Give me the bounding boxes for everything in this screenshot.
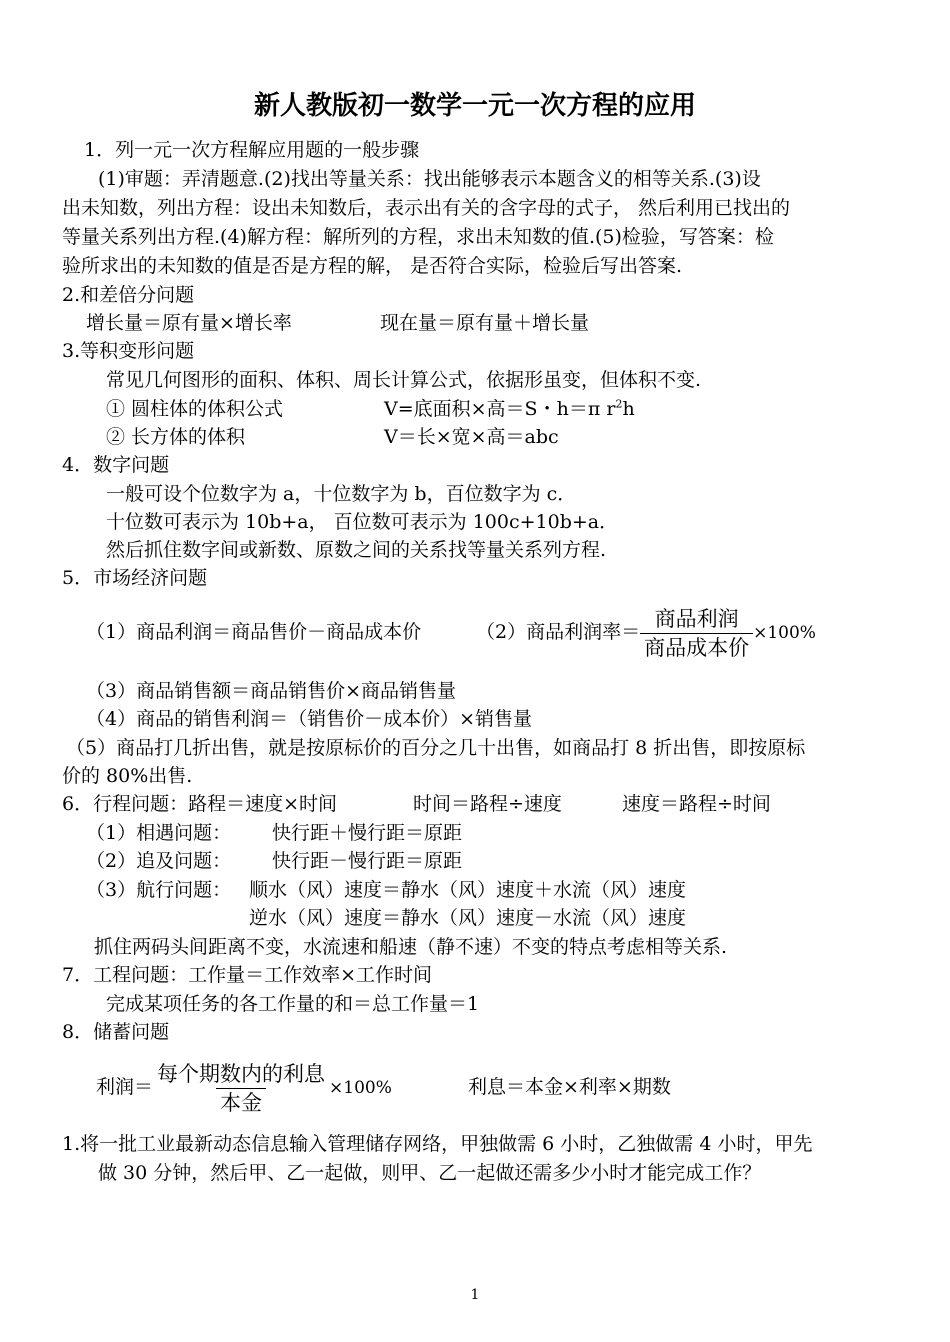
upstream-formula: 逆水（风）速度＝静水（风）速度－水流（风）速度 (249, 907, 687, 929)
cuboid-volume-formula: V＝长×宽×高＝abc (384, 426, 559, 448)
section-6-heading: 6．行程问题：路程＝速度×时间 (62, 793, 338, 815)
interest-formula: 利息＝本金×利率×期数 (468, 1076, 671, 1098)
digit-line: 十位数可表示为 10b+a， 百位数可表示为 100c+10b+a． (106, 511, 619, 533)
page-number: 1 (470, 1287, 480, 1303)
section-4-heading: 4．数字问题 (62, 454, 170, 476)
section-5-heading: 5．市场经济问题 (62, 567, 208, 589)
current-formula: 现在量＝原有量＋增长量 (380, 312, 590, 334)
section-2-heading: 2.和差倍分问题 (62, 284, 195, 306)
interest-rate-fraction: $\frac{\text{每个期数内的利息}}{\text{本金}}$ (157, 1061, 326, 1115)
meeting-label: （1）相遇问题： (86, 822, 232, 844)
cylinder-volume-label: ① 圆柱体的体积公式 (106, 398, 284, 420)
cylinder-volume-formula: V=底面积×高＝S・h＝π $r^2h$ (384, 397, 635, 420)
interest-rate-formula: 利润＝ $\frac{\text{每个期数内的利息}}{\text{本金}}$ ×100% (96, 1061, 392, 1115)
chase-formula: 快行距－慢行距＝原距 (272, 850, 463, 872)
section-1-heading: 1．列一元一次方程解应用题的一般步骤 (84, 139, 420, 161)
section-7-heading: 7．工程问题：工作量＝工作效率×工作时间 (62, 964, 433, 986)
downstream-formula: 顺水（风）速度＝静水（风）速度＋水流（风）速度 (249, 879, 687, 901)
section-8-heading: 8．储蓄问题 (62, 1021, 170, 1043)
travel-note: 抓住两码头间距离不变，水流速和船速（静不速）不变的特点考虑相等关系. (94, 936, 728, 958)
sales-amount-formula: （3）商品销售额＝商品销售价×商品销售量 (86, 680, 457, 702)
profit-rate-fraction: $\frac{\text{商品利润}}{\text{商品成本价}}$ (640, 605, 753, 662)
speed-formula: 速度＝路程÷时间 (622, 793, 771, 815)
cuboid-volume-label: ② 长方体的体积 (106, 426, 246, 448)
work-total-line: 完成某项任务的各工作量的和＝总工作量＝1 (106, 993, 480, 1015)
page-title: 新人教版初一数学一元一次方程的应用 (253, 91, 696, 121)
section-1-para-line: 验所求出的未知数的值是否是方程的解， 是否符合实际，检验后写出答案. (62, 255, 683, 277)
time-formula: 时间＝路程÷速度 (413, 793, 562, 815)
problem-1-line: 做 30 分钟，然后甲、乙一起做，则甲、乙一起做还需多少小时才能完成工作？ (98, 1162, 762, 1184)
digit-line: 一般可设个位数字为 a，十位数字为 b，百位数字为 c． (106, 483, 577, 505)
discount-line: （5）商品打几折出售，就是按原标价的百分之几十出售，如商品打 8 折出售，即按原标 (66, 737, 806, 759)
section-1-para-line: 等量关系列出方程.(4)解方程：解所列的方程，求出未知数的值.(5)检验，写答案：检 (62, 226, 774, 248)
section-3-description: 常见几何图形的面积、体积、周长计算公式，依据形虽变，但体积不变. (106, 369, 702, 391)
profit-formula: （1）商品利润＝商品售价－商品成本价 (86, 621, 422, 643)
sales-profit-formula: （4）商品的销售利润＝（销售价－成本价）×销售量 (86, 708, 533, 730)
section-3-heading: 3.等积变形问题 (62, 340, 195, 362)
section-1-para-line: (1)审题：弄清题意.(2)找出等量关系：找出能够表示本题含义的相等关系.(3)设 (98, 168, 761, 190)
navigation-label: （3）航行问题： (86, 879, 232, 901)
section-1-para-line: 出未知数，列出方程：设出未知数后，表示出有关的含字母的式子， 然后利用已找出的 (62, 197, 791, 219)
profit-rate-formula: （2）商品利润率＝ $\frac{\text{商品利润}}{\text{商品成本价}}$ ×100% (476, 606, 816, 660)
chase-label: （2）追及问题： (86, 850, 232, 872)
discount-line: 价的 80%出售. (62, 765, 193, 787)
digit-line: 然后抓住数字间或新数、原数之间的关系找等量关系列方程. (106, 539, 607, 561)
meeting-formula: 快行距＋慢行距＝原距 (272, 822, 463, 844)
problem-1-line: 1.将一批工业最新动态信息输入管理储存网络，甲独做需 6 小时，乙独做需 4 小时，甲先 (62, 1133, 813, 1155)
growth-formula: 增长量＝原有量×增长率 (86, 312, 292, 334)
